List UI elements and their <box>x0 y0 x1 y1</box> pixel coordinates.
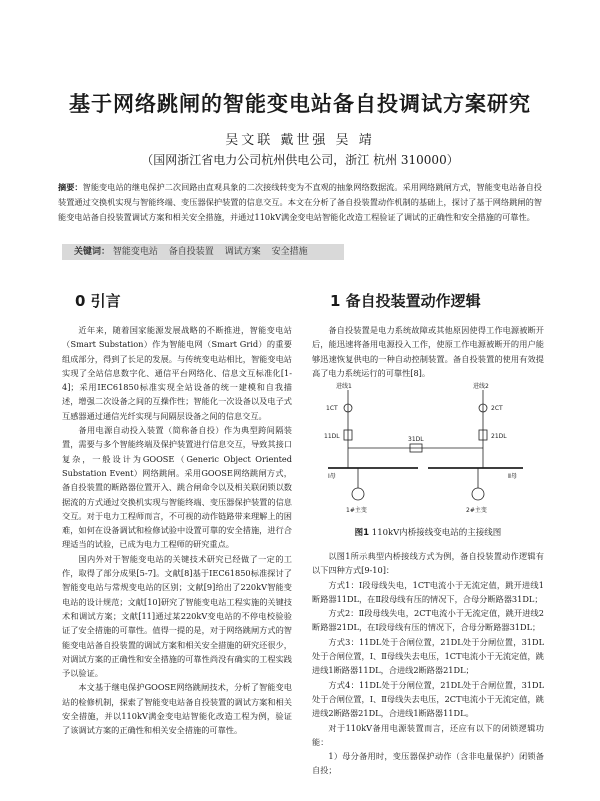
label-11dl: 11DL <box>324 433 340 440</box>
paragraph: 方式4：11DL处于分闸位置，21DL处于合闸位置，31DL处于合闸位置，Ⅰ、Ⅱ母线失去电压，2CT电流小于无流定值，跳进线2断路器21DL，合进线1断路器11DL。 <box>312 679 544 719</box>
right-column-bottom <box>312 549 544 778</box>
paragraph: 近年来，随着国家能源发展战略的不断推进，智能变电站（Smart Substation）作为智能电网（Smart Grid）的重要组成部分，得到了长足的发展。与传统变电站相比，智能变电站实现了全站信息数字化、通信平台网络化、信息文互标准化[1-4]；采用IEC61850标准实现全站设备的统一建模和自我描述，增强二次设备之间的互操作性；智能化一次设备以及电子式互感器通过通信光纤实现与间隔层设备之间的信息交互。 <box>62 325 292 421</box>
paragraph: 方式3：11DL处于合闸位置，21DL处于分闸位置，31DL处于合闸位置，Ⅰ、Ⅱ母线失去电压，1CT电流小于无流定值，跳进线1断路器11DL，合进线2断路器21DL； <box>312 636 544 676</box>
paragraph: 方式2：Ⅱ段母线失电，2CT电流小于无流定值，跳开进线2断路器21DL，在Ⅰ段母线有压的情况下，合母分断路器31DL； <box>312 608 544 633</box>
label-bus1: Ⅰ母 <box>328 473 336 480</box>
paragraph: 备自投装置是电力系统故障或其他原因使得工作电源被断开后，能迅速将备用电源投入工作，使原工作电源被断开的用户能够迅速恢复供电的一种自动控制装置。备自投装置的使用有效提高了电力系统运行的可靠性[8]。 <box>312 325 544 378</box>
abstract <box>58 180 542 225</box>
paragraph: 本文基于继电保护GOOSE网络跳闸技术，分析了智能变电站的检修机制，探索了智能变电站备自投装置的调试方案和相关安全措施，并以110kV满金变电站智能化改造工程为例，验证了该调试方案的正确性和相关安全措施的可靠性。 <box>62 682 292 736</box>
section-heading-bzt: 1 备自投装置动作逻辑 <box>330 292 481 310</box>
keyword: 安全措施 <box>271 247 308 257</box>
paragraph: 备用电源自动投入装置（简称备自投）作为典型跨间隔装置，需要与多个智能终端及保护装置进行信息交互，导致其接口复杂，一般设计为GOOSE（Generic Object Oriented Substation Event）网络跳闸。采用GOOSE网络跳闸方式，备自投装置的断路器位置开入、跳合闸命令以及相关联闭锁以数据流的方式通过交换机实现与智能终端、变压器保护装置的信息交互。对于电力工程师而言，不可视的动作链路带来理解上的困难，如何在设备调试和检修试验中设置可靠的安全措施，进行合理适当的试验，已成为电力工程师的研究重点。 <box>62 425 292 550</box>
keyword: 备自投装置 <box>168 247 214 257</box>
transformer-2-symbol <box>472 488 484 500</box>
figure-caption-text: 110kV内桥接线变电站的主接线图 <box>371 528 502 538</box>
figure-number: 图1 <box>354 528 370 538</box>
author-list: 吴文联 戴世强 吴 靖 <box>225 133 375 148</box>
left-column <box>62 323 292 738</box>
paragraph: 以图1所示典型内桥接线方式为例，备自投装置动作逻辑有以下四种方式[9-10]： <box>312 551 544 576</box>
label-line2: 进线2 <box>473 383 489 390</box>
abstract-label: 摘要： <box>58 182 83 192</box>
keywords-label: 关键词： <box>74 247 111 257</box>
label-ct2: 2CT <box>491 405 503 412</box>
paragraph: 对于110kV备用电源装置而言，还应有以下的闭锁逻辑功能： <box>312 722 544 747</box>
label-31dl: 31DL <box>408 436 424 443</box>
keyword: 调试方案 <box>224 247 261 257</box>
transformer-1-symbol <box>352 488 364 500</box>
label-21dl: 21DL <box>491 433 507 440</box>
author-affiliation: （国网浙江省电力公司杭州供电公司，浙江 杭州 310000） <box>141 153 459 167</box>
paragraph: 1）母分备用时，变压器保护动作（含非电量保护）闭锁备自投； <box>312 751 544 776</box>
right-column-top <box>312 323 544 380</box>
label-load1: 1#主变 <box>346 507 367 514</box>
paper-title: 基于网络跳闸的智能变电站备自投调试方案研究 <box>69 92 531 116</box>
label-line1: 进线1 <box>336 383 352 390</box>
paragraph: 国内外对于智能变电站的关键技术研究已经做了一定的工作，取得了部分成果[5-7]。文献[8]基于IEC61850标准探讨了智能变电站与常规变电站的区别；文献[9]给出了220kV智能变电站的设计规范；文献[10]研究了智能变电站工程实施的关键技术和调试方案；文献[11]通过某220kV变电站的不停电校验验证了安全措施的可靠性。值得一提的是，对于网络跳闸方式的智能变电站备自投装置的调试方案和相关安全措施的研究还很少，对调试方案的正确性和安全措施的可靠性尚没有确实的工程实践予以验证。 <box>62 553 292 679</box>
keyword: 智能变电站 <box>112 247 158 257</box>
figure-caption <box>312 526 544 538</box>
label-bus2: Ⅱ母 <box>508 473 517 480</box>
main-wiring-diagram <box>318 380 538 520</box>
abstract-text: 智能变电站的继电保护二次回路由直观具象的二次接线转变为不直观的抽象网络数据流。采用网络跳闸方式，智能变电站备自投装置通过交换机实现与智能终端、变压器保护装置的信息交互。本文在分析了备自投装置动作机制的基础上，探讨了基于网络跳闸的智能变电站备自投装置调试方案和相关安全措施，并通过110kV满金变电站智能化改造工程验证了调试的正确性和安全措施的可靠性。 <box>58 182 542 222</box>
label-load2: 2#主变 <box>466 507 487 514</box>
paragraph: 方式1：Ⅰ段母线失电，1CT电流小于无流定值，跳开进线1断路器11DL，在Ⅱ段母线有压的情况下，合母分断路器31DL； <box>312 579 544 604</box>
keywords-bar <box>62 244 344 260</box>
label-ct1: 1CT <box>326 405 338 412</box>
section-heading-intro: 0 引言 <box>75 292 121 310</box>
